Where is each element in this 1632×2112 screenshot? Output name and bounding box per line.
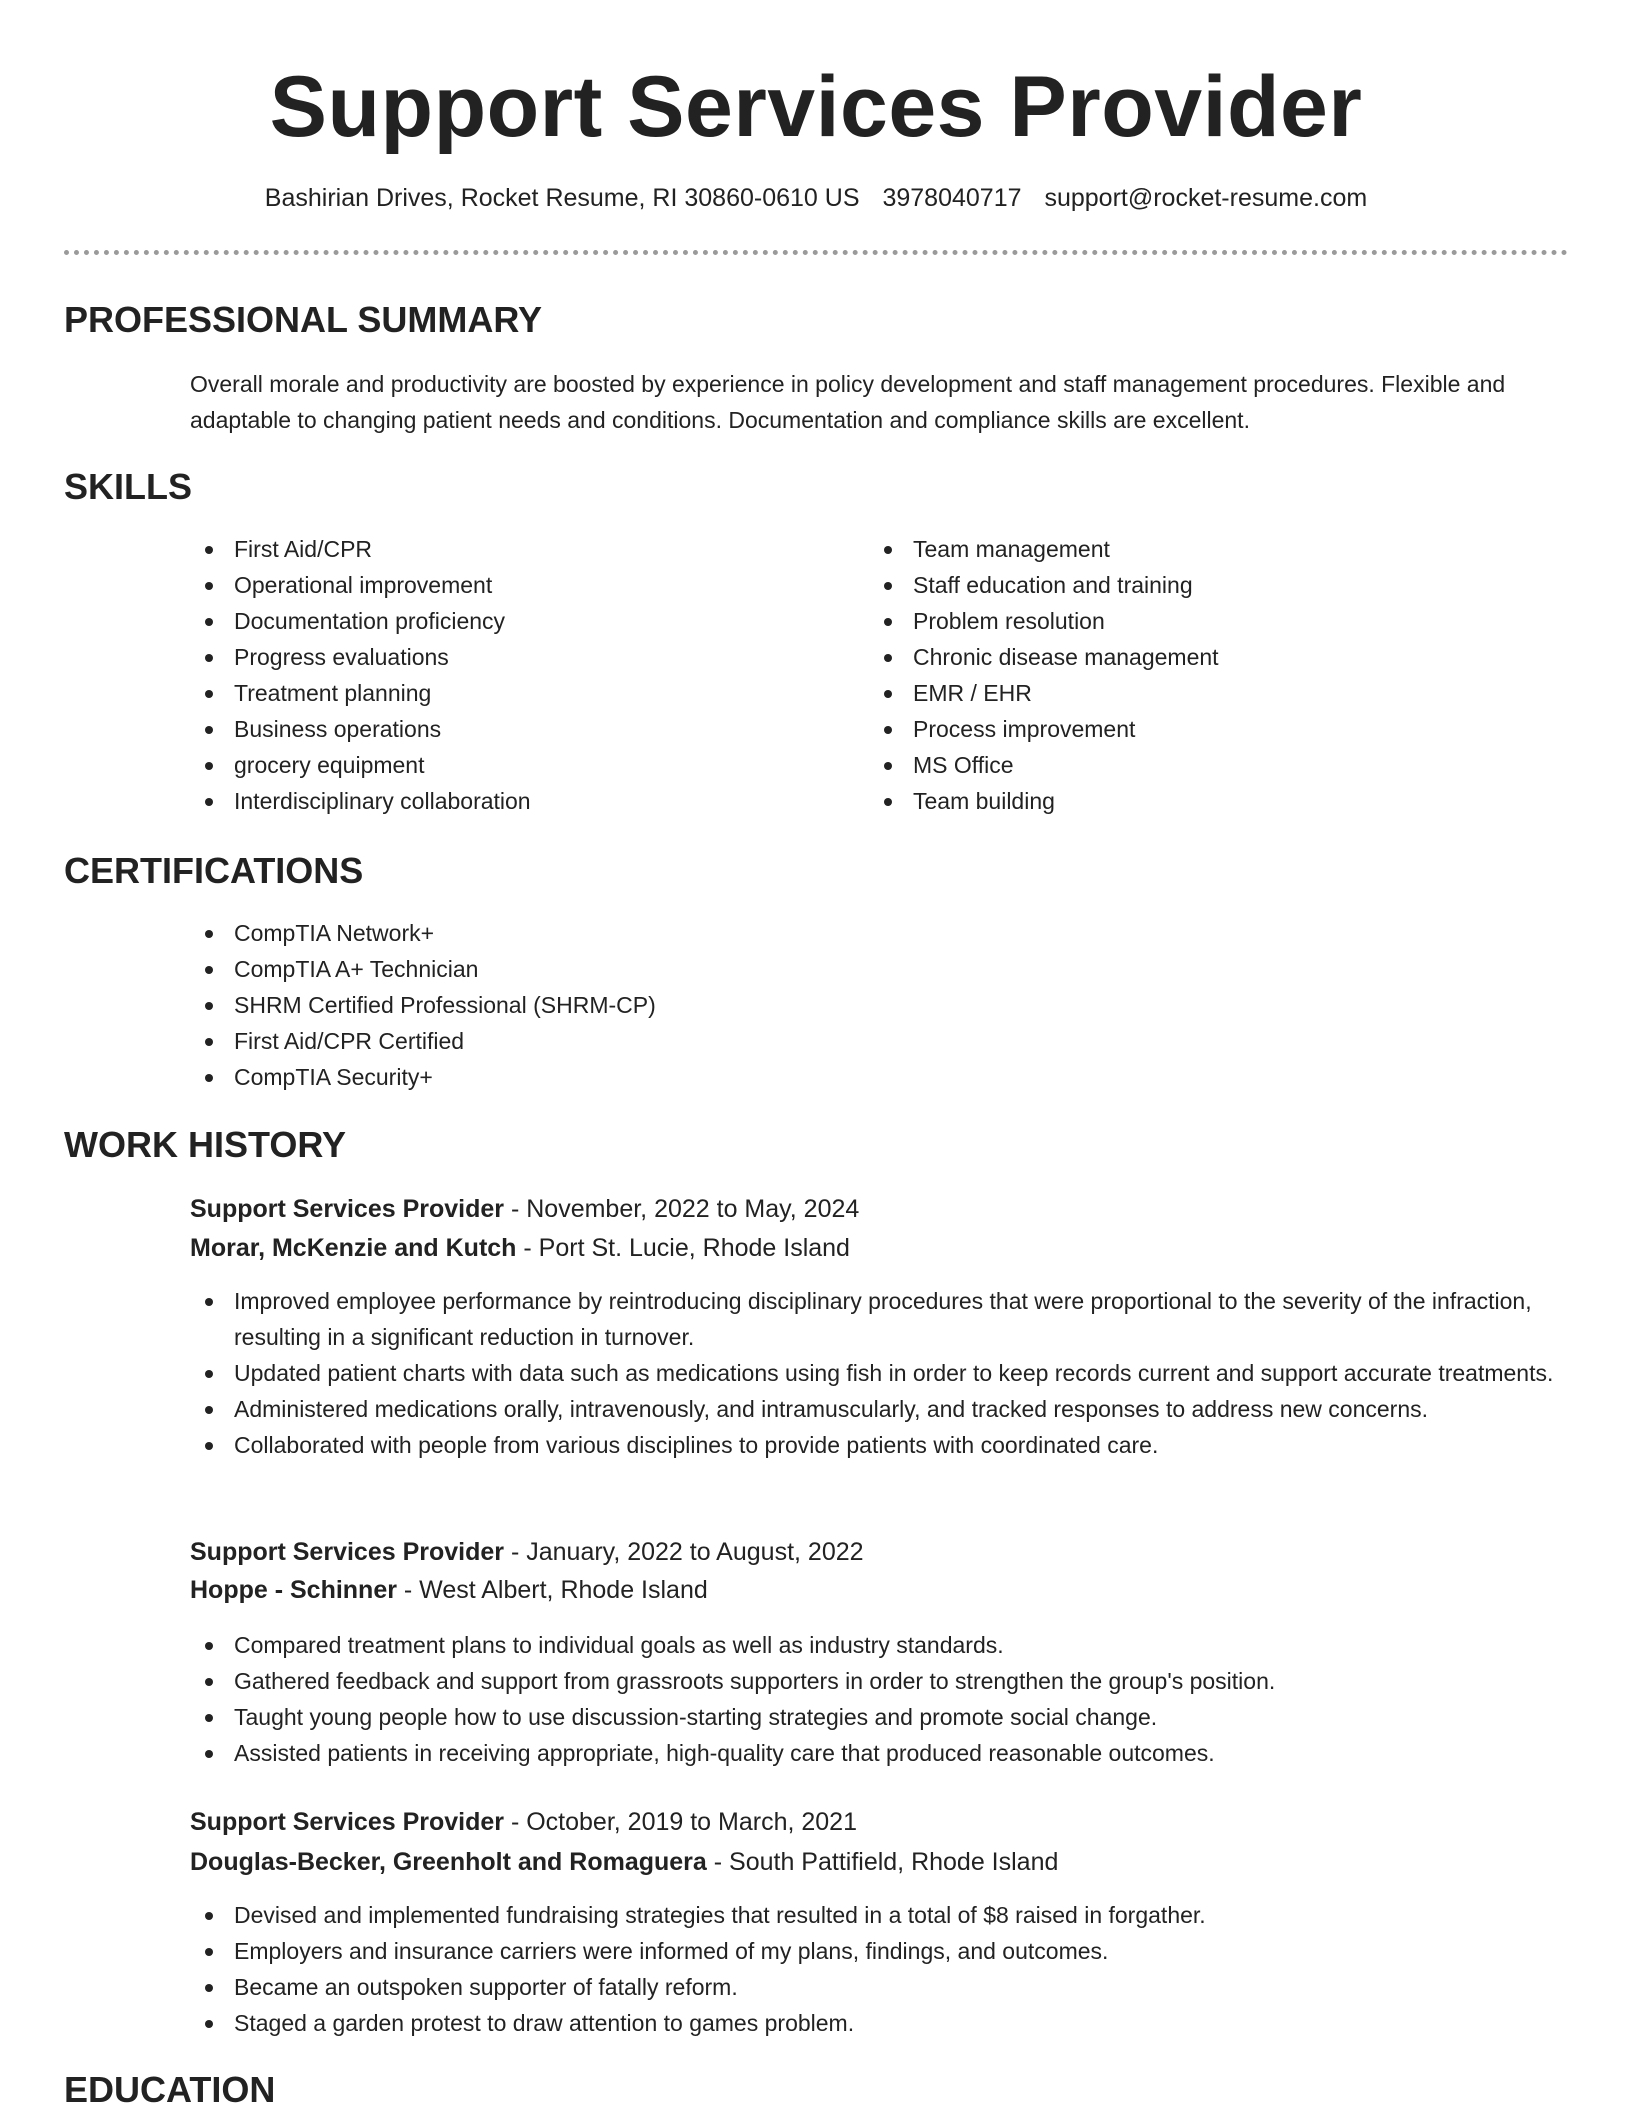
job-location: - South Pattifield, Rhode Island bbox=[706, 1848, 1059, 1876]
certification-item: CompTIA A+ Technician bbox=[190, 951, 1570, 987]
skill-item: Team building bbox=[869, 783, 1529, 819]
job-bullet: Assisted patients in receiving appropriate, high-quality care that produced reasonable outcomes. bbox=[190, 1735, 1565, 1771]
contact-line bbox=[0, 180, 1632, 216]
certifications-heading: CERTIFICATIONS bbox=[64, 850, 364, 891]
skill-item: MS Office bbox=[869, 747, 1529, 783]
job-role: Support Services Provider bbox=[190, 1195, 505, 1223]
skill-item: Documentation proficiency bbox=[190, 603, 850, 639]
job-bullet: Collaborated with people from various disciplines to provide patients with coordinated care. bbox=[190, 1427, 1565, 1463]
skill-item: Staff education and training bbox=[869, 567, 1529, 603]
work-history-heading: WORK HISTORY bbox=[64, 1124, 347, 1165]
certification-item: SHRM Certified Professional (SHRM-CP) bbox=[190, 987, 1570, 1023]
certification-item: CompTIA Security+ bbox=[190, 1059, 1570, 1095]
skills-heading: SKILLS bbox=[64, 466, 193, 507]
job-bullet: Taught young people how to use discussion-starting strategies and promote social change. bbox=[190, 1699, 1565, 1735]
job-company: Hoppe - Schinner bbox=[190, 1576, 397, 1604]
job-company-line bbox=[190, 1843, 1058, 1881]
job-role: Support Services Provider bbox=[190, 1538, 505, 1566]
job-bullets bbox=[190, 1897, 1565, 2041]
skill-item: EMR / EHR bbox=[869, 675, 1529, 711]
job-company: Douglas-Becker, Greenholt and Romaguera bbox=[190, 1848, 707, 1876]
job-company: Morar, McKenzie and Kutch bbox=[190, 1234, 517, 1262]
job-location: - Port St. Lucie, Rhode Island bbox=[516, 1234, 850, 1262]
job-dates: - November, 2022 to May, 2024 bbox=[504, 1195, 860, 1223]
job-company-line bbox=[190, 1229, 850, 1267]
job-bullet: Improved employee performance by reintroducing disciplinary procedures that were proportional to the severity of the infraction, resulting in a significant reduction in turnover. bbox=[190, 1283, 1565, 1355]
header-divider bbox=[64, 250, 1568, 255]
job-bullet: Employers and insurance carriers were informed of my plans, findings, and outcomes. bbox=[190, 1933, 1565, 1969]
job-bullets bbox=[190, 1283, 1565, 1463]
resume-name: Support Services Provider bbox=[269, 59, 1363, 155]
job-title-line bbox=[190, 1533, 864, 1571]
skill-item: Treatment planning bbox=[190, 675, 850, 711]
job-location: - West Albert, Rhode Island bbox=[396, 1576, 708, 1604]
job-bullet: Devised and implemented fundraising strategies that resulted in a total of $8 raised in forgather. bbox=[190, 1897, 1565, 1933]
summary-text: Overall morale and productivity are boosted by experience in policy development and staff management procedures. Flexible and adaptable to changing patient needs and conditions. Documentation and compliance skills are excellent. bbox=[190, 371, 1506, 433]
job-bullet: Administered medications orally, intravenously, and intramuscularly, and tracked responses to address new concerns. bbox=[190, 1391, 1565, 1427]
skill-item: Business operations bbox=[190, 711, 850, 747]
job-title-line bbox=[190, 1803, 857, 1841]
job-company-line bbox=[190, 1571, 708, 1609]
certification-item: CompTIA Network+ bbox=[190, 915, 1570, 951]
job-title-line bbox=[190, 1190, 859, 1228]
skill-item: Problem resolution bbox=[869, 603, 1529, 639]
skill-item: Progress evaluations bbox=[190, 639, 850, 675]
skills-list-right bbox=[869, 531, 1529, 819]
job-role: Support Services Provider bbox=[190, 1808, 505, 1836]
job-bullet: Updated patient charts with data such as medications using fish in order to keep records current and support accurate treatments. bbox=[190, 1355, 1565, 1391]
skill-item: Interdisciplinary collaboration bbox=[190, 783, 850, 819]
job-bullets bbox=[190, 1627, 1565, 1771]
certification-item: First Aid/CPR Certified bbox=[190, 1023, 1570, 1059]
certifications-list bbox=[190, 915, 1570, 1095]
education-heading: EDUCATION bbox=[64, 2069, 276, 2110]
contact-email: support@rocket-resume.com bbox=[1044, 184, 1368, 212]
job-bullet: Gathered feedback and support from grassroots supporters in order to strengthen the group's position. bbox=[190, 1663, 1565, 1699]
contact-address: Bashirian Drives, Rocket Resume, RI 30860-0610 US bbox=[264, 184, 860, 212]
summary-heading: PROFESSIONAL SUMMARY bbox=[64, 299, 543, 340]
skill-item: First Aid/CPR bbox=[190, 531, 850, 567]
skill-item: Chronic disease management bbox=[869, 639, 1529, 675]
job-bullet: Compared treatment plans to individual goals as well as industry standards. bbox=[190, 1627, 1565, 1663]
contact-phone: 3978040717 bbox=[882, 184, 1022, 212]
skill-item: grocery equipment bbox=[190, 747, 850, 783]
skill-item: Operational improvement bbox=[190, 567, 850, 603]
job-bullet: Staged a garden protest to draw attention to games problem. bbox=[190, 2005, 1565, 2041]
job-dates: - January, 2022 to August, 2022 bbox=[504, 1538, 864, 1566]
job-bullet: Became an outspoken supporter of fatally reform. bbox=[190, 1969, 1565, 2005]
skills-list-left bbox=[190, 531, 850, 819]
skill-item: Team management bbox=[869, 531, 1529, 567]
skill-item: Process improvement bbox=[869, 711, 1529, 747]
job-dates: - October, 2019 to March, 2021 bbox=[504, 1808, 857, 1836]
